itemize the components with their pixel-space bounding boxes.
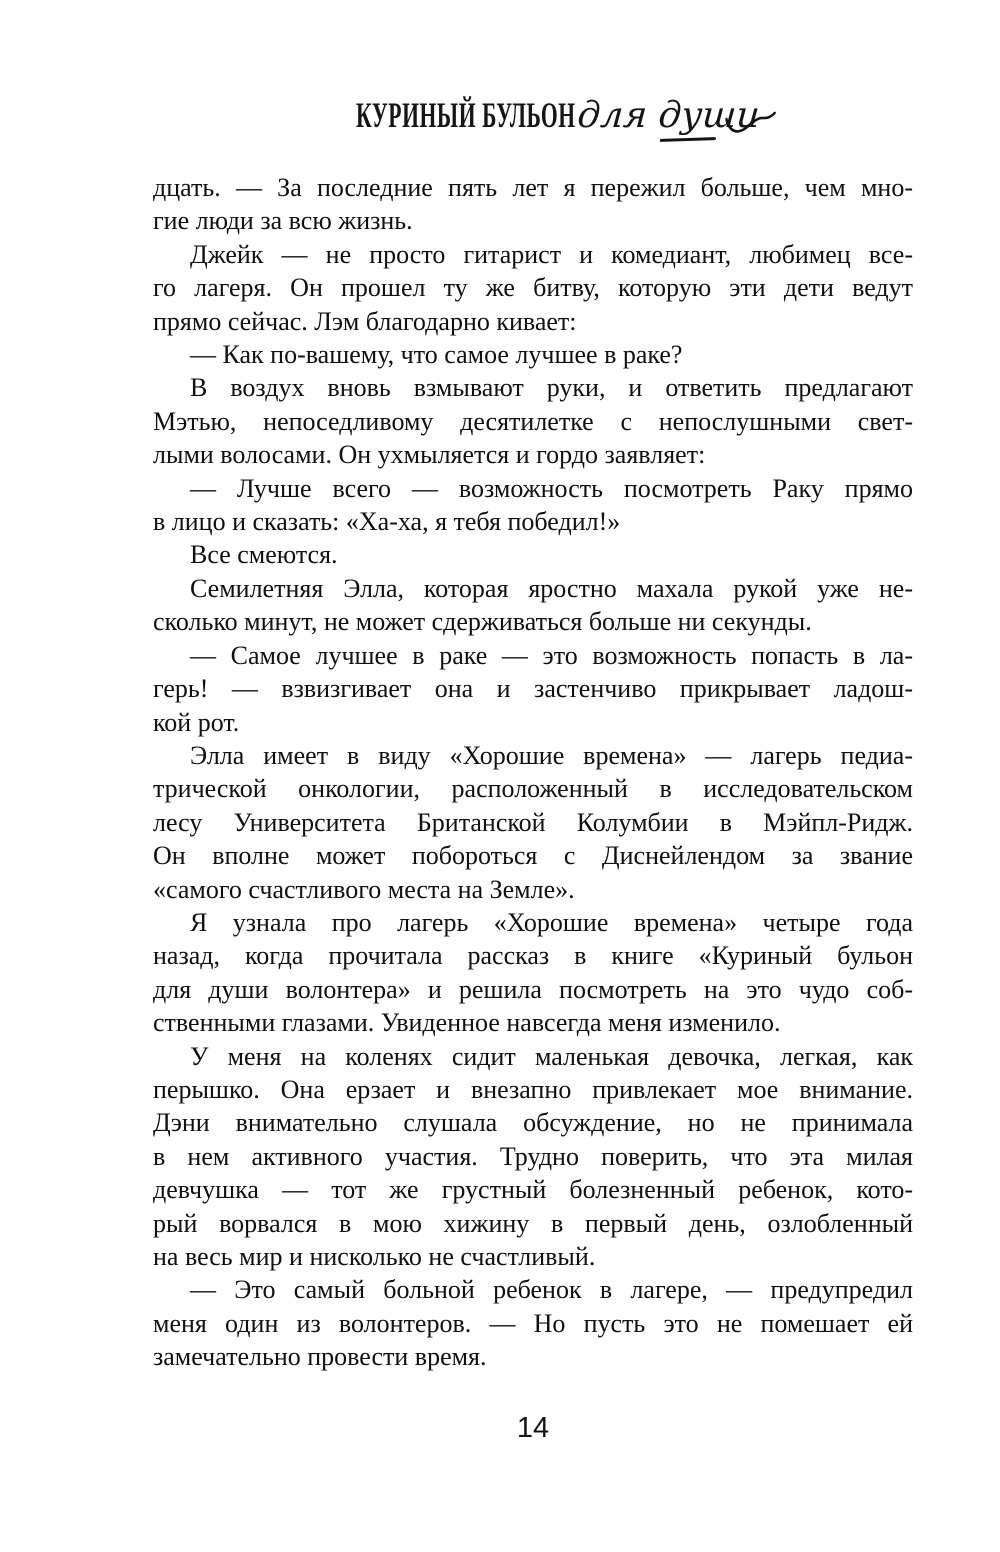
text-line: перышко. Она ерзает и внезапно привлекает мое внимание. <box>153 1074 913 1104</box>
text-line: в нем активного участия. Трудно поверить, что эта милая <box>153 1141 913 1171</box>
text-line: Все смеются. <box>190 540 338 570</box>
text-line: «самого счастливого места на Земле». <box>153 874 575 904</box>
running-head <box>0 0 1000 160</box>
page-text <box>153 171 913 1374</box>
page-number: 14 <box>516 1412 550 1444</box>
text-line: на весь мир и нисколько не счастливый. <box>153 1242 596 1271</box>
text-line: девчушка — тот же грустный болезненный ребенок, кото- <box>153 1175 913 1205</box>
text-line: В воздух вновь взмывают руки, и ответить предлагают <box>190 373 913 403</box>
text-line: Он вполне может побороться с Диснейлендом за звание <box>153 841 913 871</box>
text-line: гие люди за всю жизнь. <box>153 206 413 236</box>
text-line: Мэтью, непоседливому десятилетке с непослушными свет- <box>153 406 913 436</box>
text-line: — Это самый больной ребенок в лагере, — предупредил <box>190 1275 913 1305</box>
text-line: замечательно провести время. <box>153 1342 487 1372</box>
text-line: дцать. — За последние пять лет я пережил больше, чем мно- <box>153 173 913 202</box>
text-line: кой рот. <box>153 707 240 737</box>
text-line: ственными глазами. Увиденное навсегда меня изменило. <box>153 1008 781 1038</box>
text-line: — Как по-вашему, что самое лучшее в раке? <box>190 340 683 370</box>
running-head-title: КУРИНЫЙ БУЛЬОН <box>356 95 576 135</box>
text-line: У меня на коленях сидит маленькая девочка, легкая, как <box>190 1041 913 1071</box>
text-line: меня один из волонтеров. — Но пусть это не помешает ей <box>153 1308 913 1338</box>
text-line: го лагеря. Он прошел ту же битву, которую эти дети ведут <box>153 273 913 303</box>
text-line: лесу Университета Британской Колумбии в Мэйпл-Ридж. <box>153 807 913 837</box>
text-line: Семилетняя Элла, которая яростно махала рукой уже не- <box>190 573 913 603</box>
script-flourish-icon <box>724 110 776 138</box>
script-underline <box>660 137 716 142</box>
text-line: рый ворвался в мою хижину в первый день, озлобленный <box>153 1208 913 1238</box>
text-line: для души волонтера» и решила посмотреть на это чудо соб- <box>153 974 913 1004</box>
text-line: назад, когда прочитала рассказ в книге «Куриный бульон <box>153 941 913 971</box>
text-line: Я узнала про лагерь «Хорошие времена» четыре года <box>190 907 913 937</box>
text-line: — Лучше всего — возможность посмотреть Раку прямо <box>190 473 913 503</box>
text-line: герь! — взвизгивает она и застенчиво прикрывает ладош- <box>153 674 913 704</box>
text-line: Джейк — не просто гитарист и комедиант, любимец все- <box>190 239 913 269</box>
text-line: прямо сейчас. Лэм благодарно кивает: <box>153 306 577 336</box>
running-head-script-text: для души <box>576 95 762 136</box>
text-line: Дэни внимательно слушала обсуждение, но не принимала <box>153 1108 913 1138</box>
text-line: Элла имеет в виду «Хорошие времена» — лагерь педиа- <box>190 740 913 770</box>
text-line: в лицо и сказать: «Ха-ха, я тебя победил!» <box>153 507 621 537</box>
text-line: — Самое лучшее в раке — это возможность попасть в ла- <box>190 640 913 670</box>
text-line: трической онкологии, расположенный в исследовательском <box>153 774 913 804</box>
running-head-script <box>575 94 762 154</box>
text-line: лыми волосами. Он ухмыляется и гордо заявляет: <box>153 440 706 470</box>
text-line: сколько минут, не может сдерживаться больше ни секунды. <box>153 607 812 637</box>
